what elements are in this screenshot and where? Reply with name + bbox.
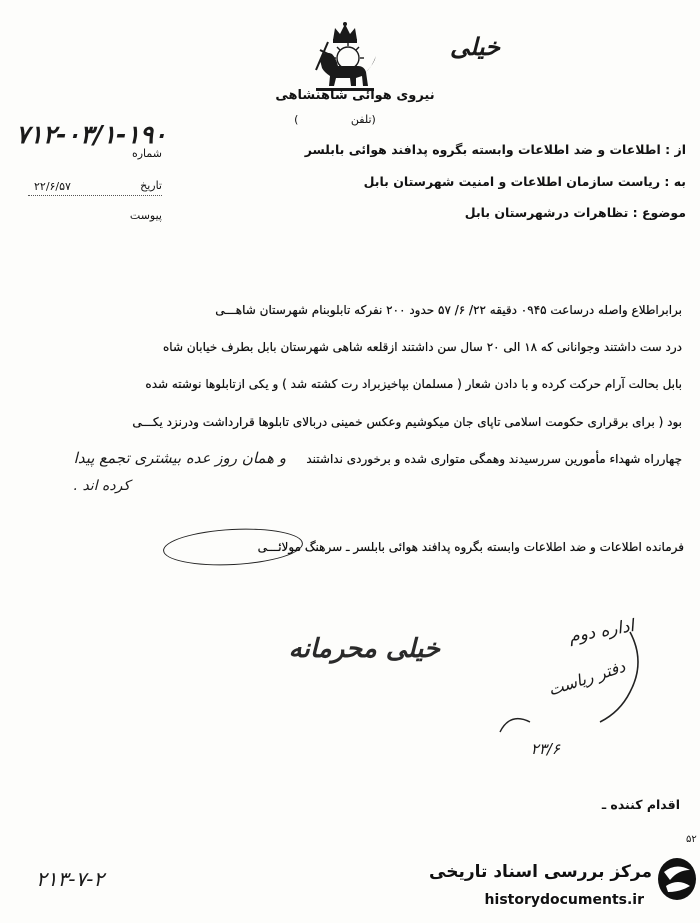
body-line: درد ست داشتند وجوانانی که ۱۸ الی ۲۰ سال سن داشتند ازقلعه شاهی شهرستان بابل بطرف خیابان شاه: [163, 340, 682, 354]
handwritten-note-date: ۲۳/۶: [530, 740, 560, 758]
organization-title: نیروی هوائی شاهنشاهی: [275, 88, 435, 103]
handwritten-continuation: و همان روز عده بیشتری تجمع پیدا: [73, 449, 286, 467]
to-line: به : ریاست سازمان اطلاعات و امنیت شهرستان بابل: [363, 174, 686, 189]
crown-icon: [333, 22, 357, 43]
handwritten-note: اداره دوم: [567, 615, 636, 648]
from-line: از : اطلاعات و ضد اطلاعات وابسته بگروه پدافند هوائی بابلسر: [304, 142, 686, 157]
handwritten-classification-mark: خیلی: [449, 33, 500, 61]
number-label: شماره: [131, 147, 162, 160]
body-line: بود ( برای برقراری حکومت اسلامی تاپای جان میکوشیم وعکس خمینی دربالای تابلوها قرارداشت ودرنزد یکـــی: [132, 415, 682, 429]
body-line: برابراطلاع واصله درساعت ۰۹۴۵ دقیقه ۲۲/ ۶/ ۵۷ حدود ۲۰۰ نفرکه تابلوبنام شهرستان شاهـــی: [215, 303, 682, 317]
page-number: ۵۲: [686, 834, 697, 845]
lion-icon: [320, 53, 376, 86]
attachment-label: پیوست: [129, 209, 162, 222]
action-taker-label: اقدام کننده ـ: [601, 797, 680, 812]
body-line: چهارراه شهداء مأمورین سررسیدند وهمگی متواری شده و برخوردی نداشتند: [306, 452, 682, 466]
watermark-url: historydocuments.ir: [484, 892, 644, 908]
top-secret-stamp: خیلی محرمانه: [288, 634, 440, 664]
date-value: ۲۲/۶/۵۷: [34, 180, 71, 193]
handwritten-reference-number: ۷۱۲-۰۳/۱-۱۹۰: [16, 120, 167, 149]
lion-and-sun-emblem: [306, 20, 384, 96]
handwritten-circle-mark: [162, 525, 304, 568]
handwritten-continuation: کرده اند .: [73, 478, 130, 494]
phone-label: (تلفن ): [294, 113, 376, 126]
watermark-title: مرکز بررسی اسناد تاریخی: [429, 862, 652, 882]
date-row: [28, 179, 162, 196]
handwritten-bottom-reference: ۲۱۳-۷-۲: [36, 867, 105, 891]
date-label: تاریخ: [140, 179, 162, 192]
subject-line: موضوع : تظاهرات درشهرستان بابل: [464, 205, 686, 220]
commander-signature-line: فرمانده اطلاعات و ضد اطلاعات وابسته بگروه پدافند هوائی بابلسر ـ سرهنگ مولائـــی: [257, 540, 684, 554]
handwritten-note: دفتر ریاست: [545, 656, 628, 700]
body-line: بابل بحالت آرام حرکت کرده و با دادن شعار ( مسلمان بپاخیزبراد رت کشته شد ) و یکی ازتابلوها نوشته شده: [145, 377, 682, 391]
archive-logo-icon: [656, 856, 698, 902]
